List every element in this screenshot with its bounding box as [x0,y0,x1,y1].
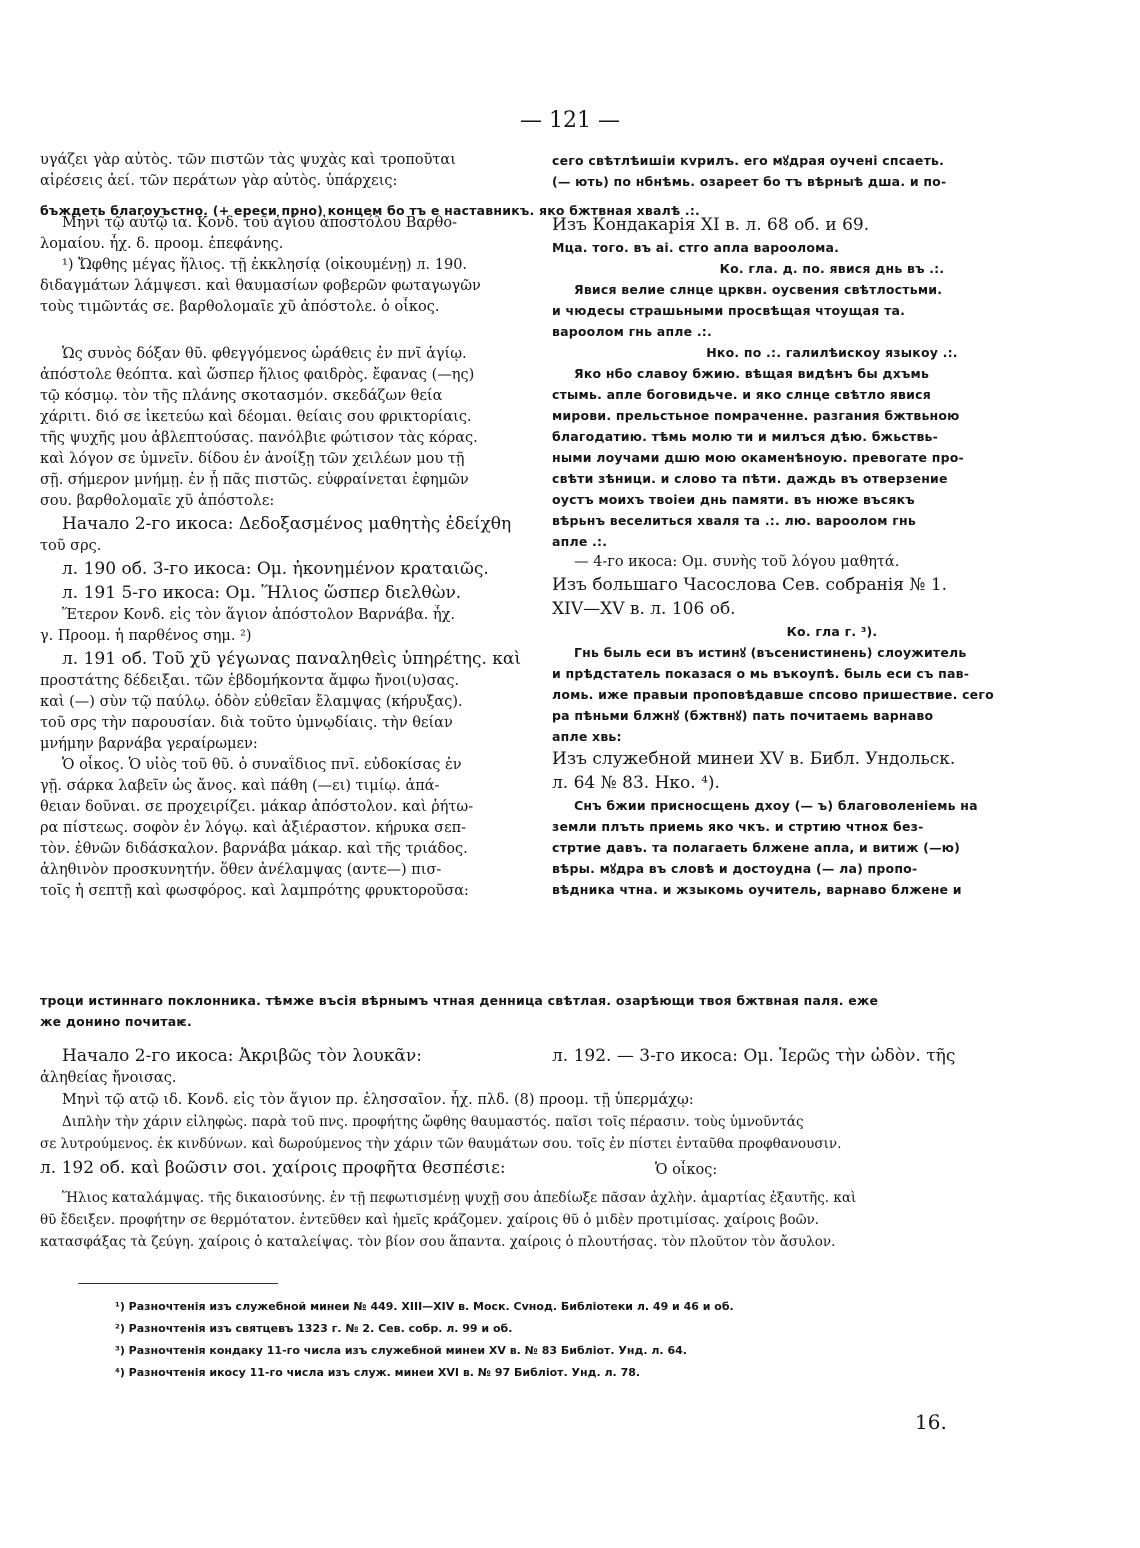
text-line: σῇ. σήμερον μνήμῃ. ἐν ᾗ πᾶς πιστῶς. εὐφραίνεται ἐφημῶν [40,472,469,488]
footnote: ²) Разночтенія изъ святцевъ 1323 г. № 2. Сев. собр. л. 99 и об. [115,1322,513,1335]
text-line: апле .:. [552,534,608,549]
text-line: Изъ Кондакарія XI в. л. 68 об. и 69. [552,215,870,235]
text-line: Ὡς συνὸς δόξαν θῦ. φθεγγόμενος ὡράθεις ἐν πνῖ ἁγίῳ. [62,346,467,362]
text-line: Нко. по .:. галилѣискоу языкоу .:. [706,345,958,360]
text-line: σε λυτρούμενος. ἐκ κινδύνων. καὶ δωρούμενος τὴν χάριν τῶν θαυμάτων σου. τοῖς ἐν πίστει ἐνταῦθα προφθανουσιν. [40,1136,842,1152]
text-line: вароолом гнь апле .:. [552,324,712,339]
text-line: λομαίου. ἦχ. δ. προομ. ἐπεφάνης. [40,236,284,252]
text-line: τῷ κόσμῳ. τὸν τῆς πλάνης σκοτασμόν. σκεδάζων θεία [40,388,443,404]
text-line: Ἥλιος καταλάμψας. τῆς δικαιοσύνης. ἐν τῇ πεφωτισμένῃ ψυχῇ σου ἀπεδίωξε πᾶσαν ἀχλὴν. ἁμαρτίας ἐξαυτῆς. καὶ [62,1190,857,1206]
text-line: ¹) Ὤφθης μέγας ἥλιος. τῇ ἐκκλησίᾳ (οἰκουμένῃ) л. 190. [62,257,468,273]
text-line: ными лоучами дшю мою окаменѣноую. превогате про- [552,450,964,465]
text-line: Яко нбо славоу бжию. вѣщая видѣнъ бы дхъмь [574,366,930,381]
text-line: Μηνὶ τῷ αὐτῷ ια. Κονδ. τοῦ ἁγίου ἀποστόλου Βαρθο- [62,215,458,231]
text-line: л. 64 № 83. Нко. ⁴). [552,773,720,793]
footnote: ¹) Разночтенія изъ служебной минеи № 449. XIII—XIV в. Моск. Сvнод. Библіотеки л. 49 и 46 и об. [115,1300,734,1313]
text-line: τὸν. ἐθνῶν διδάσκαλον. βαρνάβα μάκαρ. καὶ τῆς τριάδος. [40,841,468,857]
text-line: л. 191 об. Τοῦ χῦ γέγωνας παναληθεὶς ὑπηρέτης. καὶ [62,649,522,669]
page-number: — 121 — [520,108,620,133]
text-line: стымь. апле боговидьче. и яко слнце свѣтло явися [552,387,931,402]
text-line: ἀπόστολε θεόπτα. καὶ ὥσπερ ἥλιος φαιδρὸς. ἔφανας (—ης) [40,367,475,383]
text-line: Начало 2-го икоса: Ἀκριβῶς τὸν λουκᾶν: [62,1046,422,1066]
text-line: γῇ. σάρκα λαβεῖν ὡς ἄνος. καὶ πάθη (—ει) τιμίῳ. ἀπά- [40,778,440,794]
text-line: вѣры. мꙋдра въ словѣ и достоудна (— ла) пропо- [552,861,918,876]
text-line: μνήμην βαρνάβα γεραίρωμεν: [40,736,258,752]
footnotes [115,1296,1015,1384]
footnote: ³) Разночтенія кондаку 11-го числа изъ служебной минеи XV в. № 83 Библіот. Унд. л. 64. [115,1344,687,1357]
text-line: τοὺς τιμῶντάς σε. βαρθολομαῖε χῦ ἀπόστολε. ὁ οἶκος. [40,299,440,315]
text-line: Ἕτερον Κονδ. εἰς τὸν ἅγιον ἀπόστολον Βαρνάβα. ἦχ. [62,607,456,623]
text-line: благодатию. тѣмь молю ти и милъся дѣю. бжьствь- [552,429,939,444]
text-line: σου. βαρθολομαῖε χῦ ἀπόστολε: [40,493,275,509]
text-line: Μηνὶ τῷ ατῷ ιδ. Κονδ. εἰς τὸν ἅγιον πρ. ἐλησσαῖον. ἦχ. πλδ. (8) προομ. τῇ ὑπερμάχῳ: [62,1092,694,1108]
spanning-line: бъждеть благоуъстно. (+ ереси прно) концем бо тъ е наставникъ. яко бжтвная хвалѣ .:. [40,203,701,218]
text-line: τῆς ψυχῆς μου ἀβλεπτούσας. πανόλβιε φώτισον τὰς κόρας. [40,430,478,446]
text-line: вѣрьнъ веселиться хваля та .:. лю. вароолом гнь [552,513,916,528]
text-line: Ко. гла г. ³). [786,624,878,639]
text-line: Снъ бжии присносщень дхоу (— ъ) благоволенiемь на [574,798,978,813]
text-line: л. 192. — 3-го икоса: Ομ. Ἱερῶς τὴν ὠδὸν. τῆς [552,1046,956,1066]
footnote-rule [78,1283,278,1284]
text-line: θῦ ἔδειξεν. προφήτην σε θερμότατον. ἐντεῦθεν καὶ ἡμεῖς κράζομεν. χαίροις θῦ ὁ μιδὲν προτιμίσας. χαίροις βοῶν. [40,1212,820,1228]
text-line: (— ють) по нбнѣмь. озареет бо тъ вѣрныѣ дша. и по- [552,174,947,189]
text-line: τοῦ σρς. [40,538,102,554]
text-line: — 4-го икоса: Ομ. συνὴς τοῦ λόγου μαθητά. [574,554,900,570]
text-line: γ. Προομ. ἡ παρθένος σημ. ²) [40,628,252,644]
text-line: διδαγμάτων λάμψεσι. καὶ θαυμασίων φοβερῶν φωταγωγῶν [40,278,481,294]
text-line: χάριτι. διό σε ἱκετεύω καὶ δέομαι. θείαις σου φρικτορίαις. [40,409,472,425]
text-line: Изъ большаго Часослова Сев. собранія № 1. [552,575,948,595]
text-line: земли плъть приемь яко чкъ. и стртию чтноѫ без- [552,819,924,834]
text-line: л. 191 5-го икоса: Ομ. Ἥλιος ὥσπερ διελθὼν. [62,583,462,603]
text-line: ρα πίστεως. σοφὸν ἐν λόγῳ. καὶ ἀξιέραστον. κήρυκα σεπ- [40,820,467,836]
text-line: XIV—XV в. л. 106 об. [552,599,736,619]
text-line: Ὁ οἶκος: [655,1162,718,1178]
text-line: вѣдника чтна. и жзыкомь оучитель, варнаво блжене и [552,882,962,897]
right-column [552,150,1112,900]
text-line: Мца. того. въ аі. стго апла вароолома. [552,240,840,255]
text-line: оустъ моихъ твоiеи днь памяти. въ нюже въсякъ [552,492,915,507]
left-column [40,150,548,902]
text-line: свѣти зѣници. и слово та пѣти. даждь въ отверзение [552,471,948,486]
text-line: τοῖς ἡ σεπτῇ καὶ φωσφόρος. καὶ λαμπρότης φρυκτοροῦσα: [40,883,469,899]
text-line: τοῦ σρς τὴν παρουσίαν. διὰ τοῦτο ὑμνῳδίαις. τὴν θείαν [40,715,453,731]
text-line: Ко. гла. д. по. явися днь въ .:. [719,261,945,276]
text-line: Изъ служебной минеи XV в. Библ. Ундольск. [552,749,956,769]
text-line: Гнь быль еси въ истинꙋ (въсенистинень) слоужитель [574,645,967,660]
text-line: стртие давъ. та полагаеть блжене апла, и витиж (—ю) [552,840,961,855]
text-line: υγάζει γὰρ αὐτὸς. τῶν πιστῶν τὰς ψυχὰς καὶ τροποῦται [40,152,456,168]
text-line: θειαν δοῦναι. σε προχειρίζει. μάκαρ ἀπόστολον. καὶ ῥήτω- [40,799,474,815]
text-line: ломь. иже правыи проповѣдавше спсово пришествие. сего [552,687,994,702]
text-line: л. 190 об. 3-го икоса: Ομ. ἠκονημένον κραταιῶς. [62,559,489,579]
text-line: апле хвь: [552,729,622,744]
text-line: καὶ λόγον σε ὑμνεῖν. δίδου ἐν ἀνοίξῃ τῶν χειλέων μου τῇ [40,451,465,467]
text-line: προστάτης δέδειξαι. τῶν ἑβδομήκοντα ἄμφω ἤνοι(υ)σας. [40,673,460,689]
text-line: ἀληθείας ἤνοισας. [40,1070,177,1086]
spanning-line: троци истиннаго поклонника. тѣмже въсiя вѣрнымъ чтная денница свѣтлая. озарѣющи твоя бжтвная паля. еже [40,993,879,1008]
text-line: Ὁ οἶκος. Ὁ υἱὸς τοῦ θῦ. ὁ συναΐδιος πνῖ. εὐδοκίσας ἐν [62,757,462,773]
text-line: Явися велие слнце црквн. оусвения свѣтлостьми. [574,282,943,297]
signature-mark: 16. [915,1410,947,1434]
text-line: мирови. прельстьное помраченне. разгания бжтвьною [552,408,960,423]
footnote: ⁴) Разночтенія икосу 11-го числа изъ служ. минеи XVI в. № 97 Библіот. Унд. л. 78. [115,1366,641,1379]
text-line: Начало 2-го икоса: Δεδοξασμένος μαθητὴς ἐδείχθη [62,514,512,534]
text-line: κατασφάξας τὰ ζεύγη. χαίροις ὁ καταλείψας. τὸν βίον σου ἅπαντα. χαίροις ὁ πλουτήσας. τὸν πλοῦτον τὸν ἄσυλον. [40,1234,836,1250]
text-line: καὶ (—) σὺν τῷ παύλῳ. ὁδὸν εὐθεῖαν ἔλαμψας (κήρυξας). [40,694,463,710]
text-line: сего свѣтлѣишiи кvрилъ. его мꙋдрая оучені спсаеть. [552,153,945,168]
spanning-line: же донино почитаѥ. [40,1014,193,1029]
text-line: ра пѣньми блжнꙋ (бжтвнꙋ) пать почитаемь варнаво [552,708,934,723]
text-line: и чюдесы страшьными просвѣщая чтоущая та. [552,303,906,318]
text-line: и прѣдстатель показася о мь въкоупѣ. быль еси съ пав- [552,666,970,681]
text-line: ἀληθινὸν προσκυνητήν. ὅθεν ἀνέλαμψας (αντε—) πισ- [40,862,442,878]
text-line: Διπλὴν τὴν χάριν εἰληφὼς. παρὰ τοῦ πνς. προφήτης ὤφθης θαυμαστός. παῖσι τοῖς πέρασιν. τοὺς ὑμνοῦντάς [62,1114,804,1130]
text-line: αἱρέσεις ἀεί. τῶν περάτων γὰρ αὐτὸς. ὑπάρχεις: [40,173,398,189]
text-line: л. 192 об. καὶ βοῶσιν σοι. χαίροις προφῆτα θεσπέσιε: [40,1158,506,1178]
